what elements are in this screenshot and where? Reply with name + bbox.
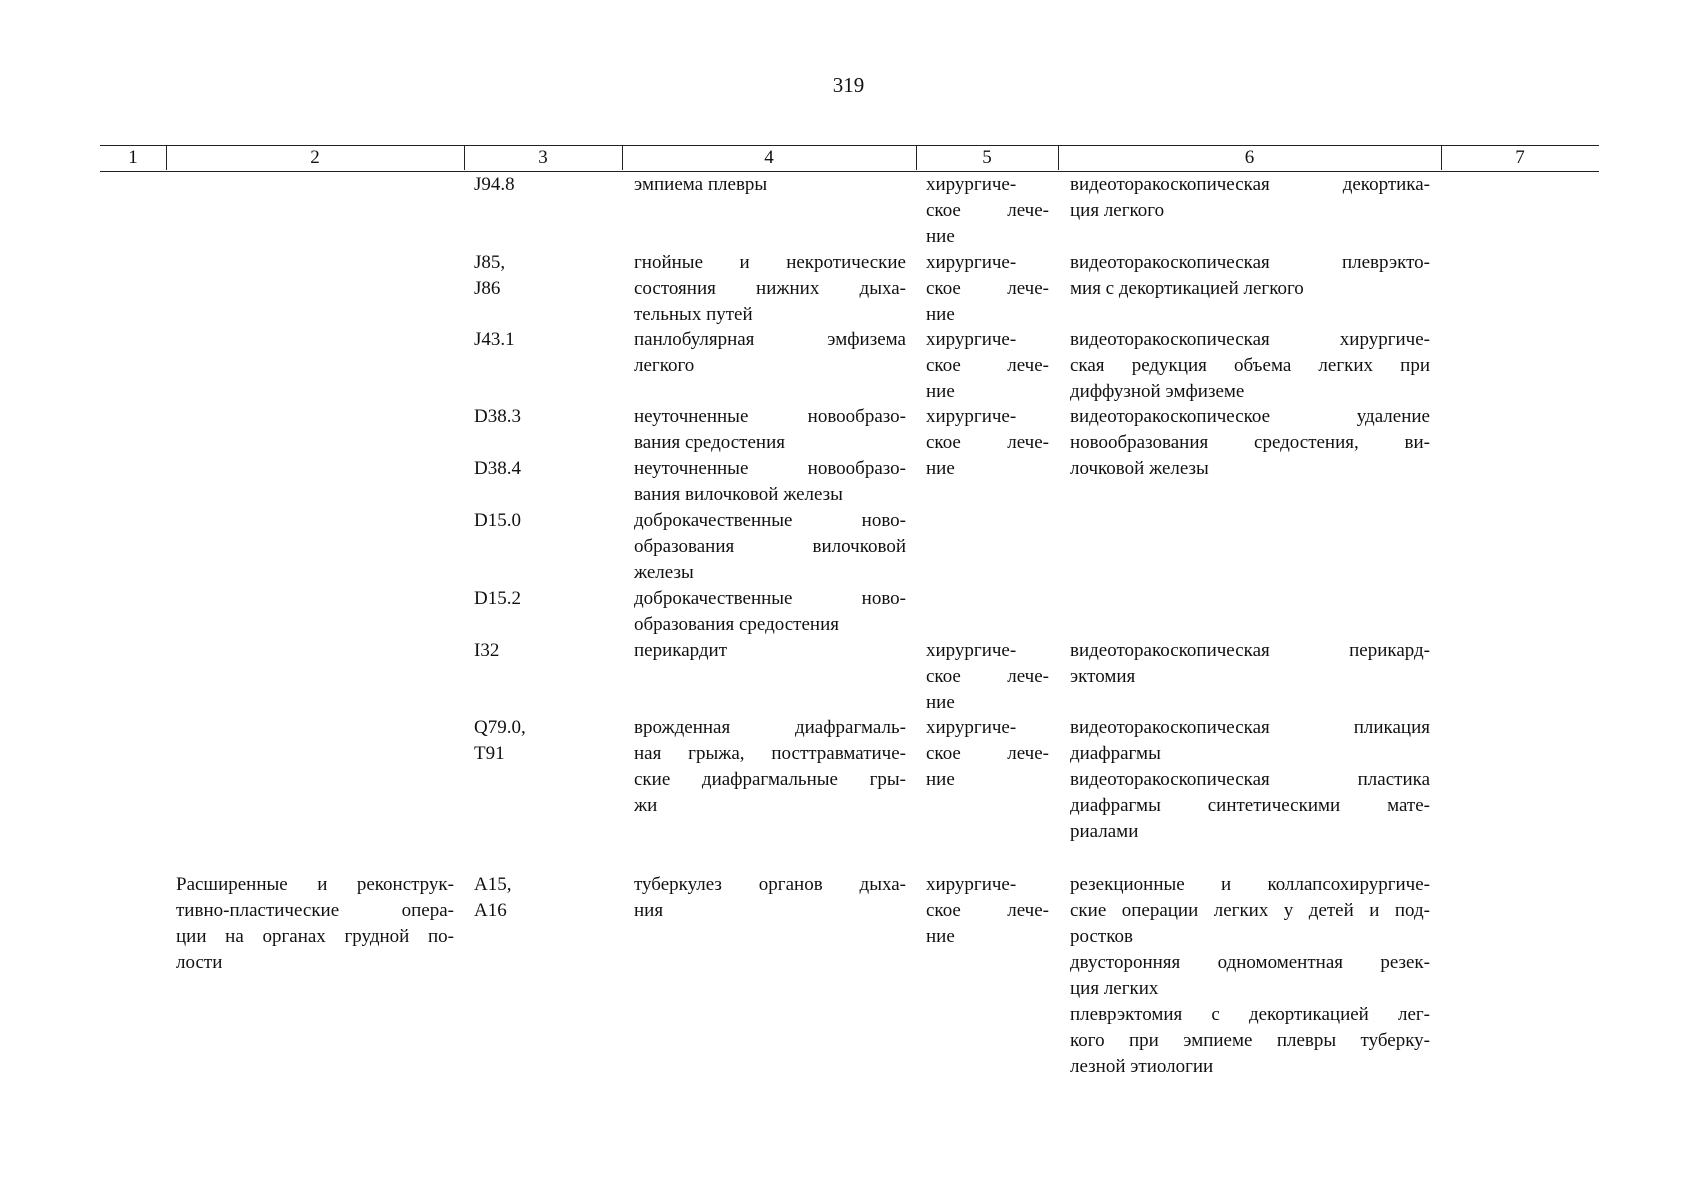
treatment-cell [926,872,1049,950]
method-cell [1070,327,1430,405]
icd-code: Q79.0, T91 [474,717,526,764]
treatment-cell [926,638,1049,716]
disease-line: железы [634,562,694,583]
disease-line: легкого [634,355,695,376]
disease-line: панлобулярная эмфизема [634,329,906,350]
method-line: плеврэктомия с декортикацией лег- [1070,1004,1430,1025]
disease-line: жи [634,795,658,816]
treatment-line: ние [926,926,955,947]
group-line: лости [176,952,223,973]
treatment-line: ское лече- [926,900,1049,921]
disease-line: доброкачественные ново- [634,588,906,609]
column-header-7: 7 [1515,147,1525,168]
column-header-5: 5 [982,147,992,168]
method-line: мия с декортикацией легкого [1070,278,1304,299]
disease-cell [634,327,906,379]
icd-code: J85, J86 [474,252,506,299]
disease-line: неуточненные новообразо- [634,458,906,479]
disease-cell [634,172,906,198]
group-line: ции на органах грудной по- [176,926,454,947]
treatment-cell [926,172,1049,250]
column-header-2: 2 [310,147,320,168]
treatment-cell [926,715,1049,793]
treatment-cell [926,327,1049,405]
disease-cell [634,715,906,819]
disease-line: вания вилочковой железы [634,484,843,505]
disease-line: эмпиема плевры [634,174,768,195]
group-cell [176,872,454,976]
treatment-line: ское лече- [926,666,1049,687]
method-line: видеоторакоскопическая пликация [1070,717,1430,738]
icd-code: D15.2 [474,588,521,609]
method-line: видеоторакоскопическая перикард- [1070,640,1430,661]
treatment-cell [926,404,1049,482]
column-header-6: 6 [1244,147,1255,168]
disease-cell [634,586,906,638]
icd-code: I32 [474,640,500,661]
treatment-line: хирургиче- [926,406,1017,427]
disease-line: ские диафрагмальные гры- [634,769,906,790]
disease-line: образования средостения [634,614,839,635]
disease-line: перикардит [634,640,728,661]
disease-cell [634,456,906,508]
method-line: риалами [1070,821,1139,842]
treatment-cell [926,250,1049,328]
treatment-line: ское лече- [926,278,1049,299]
method-line: новообразования средостения, ви- [1070,432,1430,453]
method-line: резекционные и коллапсохирургиче- [1070,874,1430,895]
disease-cell [634,638,906,664]
method-line: ция легкого [1070,200,1165,221]
disease-line: вания средостения [634,432,785,453]
method-line: диффузной эмфиземе [1070,381,1245,402]
treatment-line: хирургиче- [926,640,1017,661]
method-cell [1070,715,1430,845]
disease-line: врожденная диафрагмаль- [634,717,906,738]
treatment-line: хирургиче- [926,329,1017,350]
treatment-line: ние [926,226,955,247]
icd-code: J43.1 [474,329,515,350]
disease-cell [634,404,906,456]
method-line: видеоторакоскопическое удаление [1070,406,1430,427]
method-cell [1070,250,1430,302]
method-line: ростков [1070,926,1133,947]
method-line: диафрагмы [1070,743,1161,764]
disease-line: состояния нижних дыха- [634,278,906,299]
disease-line: тельных путей [634,304,753,325]
treatment-line: ние [926,381,955,402]
column-header-3: 3 [538,147,548,168]
treatment-line: ское лече- [926,200,1049,221]
treatment-line: ние [926,304,955,325]
treatment-line: ское лече- [926,355,1049,376]
icd-code: D15.0 [474,510,521,531]
treatment-line: хирургиче- [926,252,1017,273]
method-line: видеоторакоскопическая хирургиче- [1070,329,1430,350]
method-line: кого при эмпиеме плевры туберку- [1070,1030,1430,1051]
method-cell [1070,404,1430,482]
icd-code: J94.8 [474,174,515,195]
icd-code: A15, A16 [474,874,512,921]
treatment-line: ние [926,458,955,479]
disease-cell [634,508,906,586]
treatment-line: ское лече- [926,743,1049,764]
treatment-line: хирургиче- [926,717,1017,738]
treatment-line: хирургиче- [926,174,1017,195]
method-line: ская редукция объема легких при [1070,355,1430,376]
column-header-1: 1 [128,147,138,168]
method-line: ция легких [1070,978,1159,999]
method-cell [1070,172,1430,224]
method-line: двусторонняя одномоментная резек- [1070,952,1430,973]
page-number: 319 [832,73,865,97]
disease-line: образования вилочковой [634,536,906,557]
disease-cell [634,250,906,328]
disease-line: неуточненные новообразо- [634,406,906,427]
method-line: видеоторакоскопическая плеврэкто- [1070,252,1430,273]
method-cell [1070,638,1430,690]
group-line: Расширенные и реконструк- [176,874,454,895]
disease-line: гнойные и некротические [634,252,906,273]
icd-code: D38.3 [474,406,521,427]
disease-cell [634,872,906,924]
disease-line: туберкулез органов дыха- [634,874,906,895]
column-header-4: 4 [764,147,774,168]
group-line: тивно-пластические опера- [176,900,454,921]
treatment-line: ние [926,692,955,713]
method-line: видеоторакоскопическая пластика [1070,769,1430,790]
treatment-line: ское лече- [926,432,1049,453]
disease-line: ния [634,900,664,921]
method-cell [1070,872,1430,1080]
method-line: диафрагмы синтетическими мате- [1070,795,1430,816]
treatment-line: хирургиче- [926,874,1017,895]
disease-line: ная грыжа, посттравматиче- [634,743,906,764]
method-line: ские операции легких у детей и под- [1070,900,1430,921]
method-line: лезной этиологии [1070,1056,1214,1077]
icd-code: D38.4 [474,458,521,479]
method-line: лочковой железы [1070,458,1209,479]
method-line: видеоторакоскопическая декортика- [1070,174,1430,195]
method-line: эктомия [1070,666,1136,687]
treatment-line: ние [926,769,955,790]
disease-line: доброкачественные ново- [634,510,906,531]
